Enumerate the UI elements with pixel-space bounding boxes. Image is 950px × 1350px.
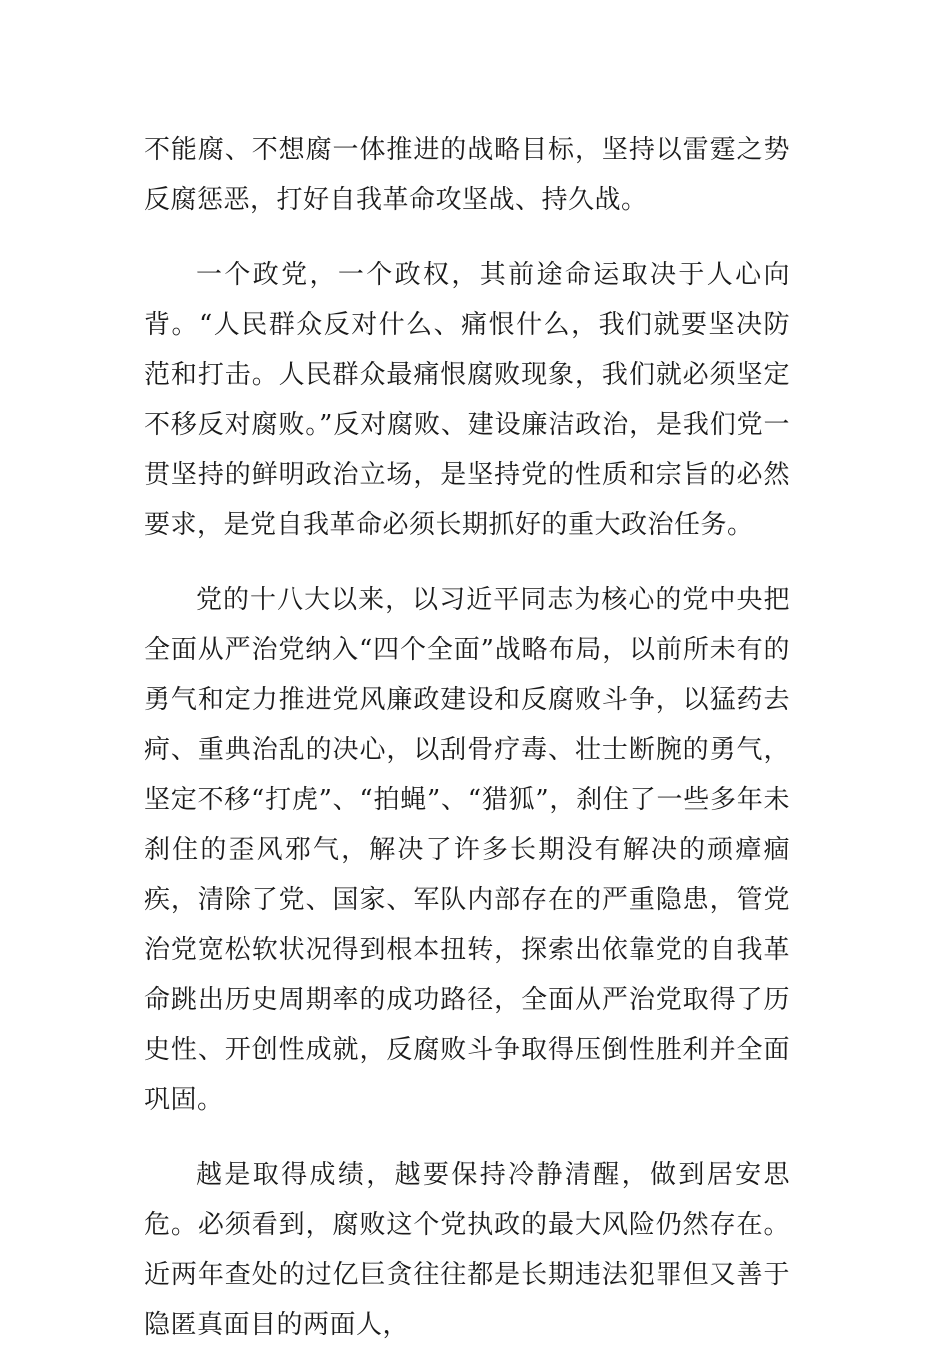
paragraph-continuation: 不能腐、不想腐一体推进的战略目标，坚持以雷霆之势反腐惩恶，打好自我革命攻坚战、持久战。 bbox=[144, 135, 790, 215]
paragraph-public-support: 一个政党，一个政权，其前途命运取决于人心向背。“人民群众反对什么、痛恨什么，我们就要坚决防范和打击。人民群众最痛恨腐败现象，我们就必须坚定不移反对腐败。”反对腐败、建设廉洁政治，是我们党一贯坚持的鲜明政治立场，是坚持党的性质和宗旨的必然要求，是党自我革命必须长期抓好的重大政治任务。 bbox=[144, 260, 790, 540]
paragraph-since-18th-congress: 党的十八大以来，以习近平同志为核心的党中央把全面从严治党纳入“四个全面”战略布局，以前所未有的勇气和定力推进党风廉政建设和反腐败斗争，以猛药去疴、重典治乱的决心，以刮骨疗毒、壮士断腕的勇气，坚定不移“打虎”、“拍蝇”、“猎狐”，刹住了一些多年未刹住的歪风邪气，解决了许多长期没有解决的顽瘴痼疾，清除了党、国家、军队内部存在的严重隐患，管党治党宽松软状况得到根本扭转，探索出依靠党的自我革命跳出历史周期率的成功路径，全面从严治党取得了历史性、开创性成就，反腐败斗争取得压倒性胜利并全面巩固。 bbox=[144, 585, 790, 1115]
paragraph-stay-vigilant: 越是取得成绩，越要保持冷静清醒，做到居安思危。必须看到，腐败这个党执政的最大风险仍然存在。近两年查处的过亿巨贪往往都是长期违法犯罪但又善于隐匿真面目的两面人， bbox=[144, 1160, 790, 1340]
document-body bbox=[144, 125, 790, 1350]
